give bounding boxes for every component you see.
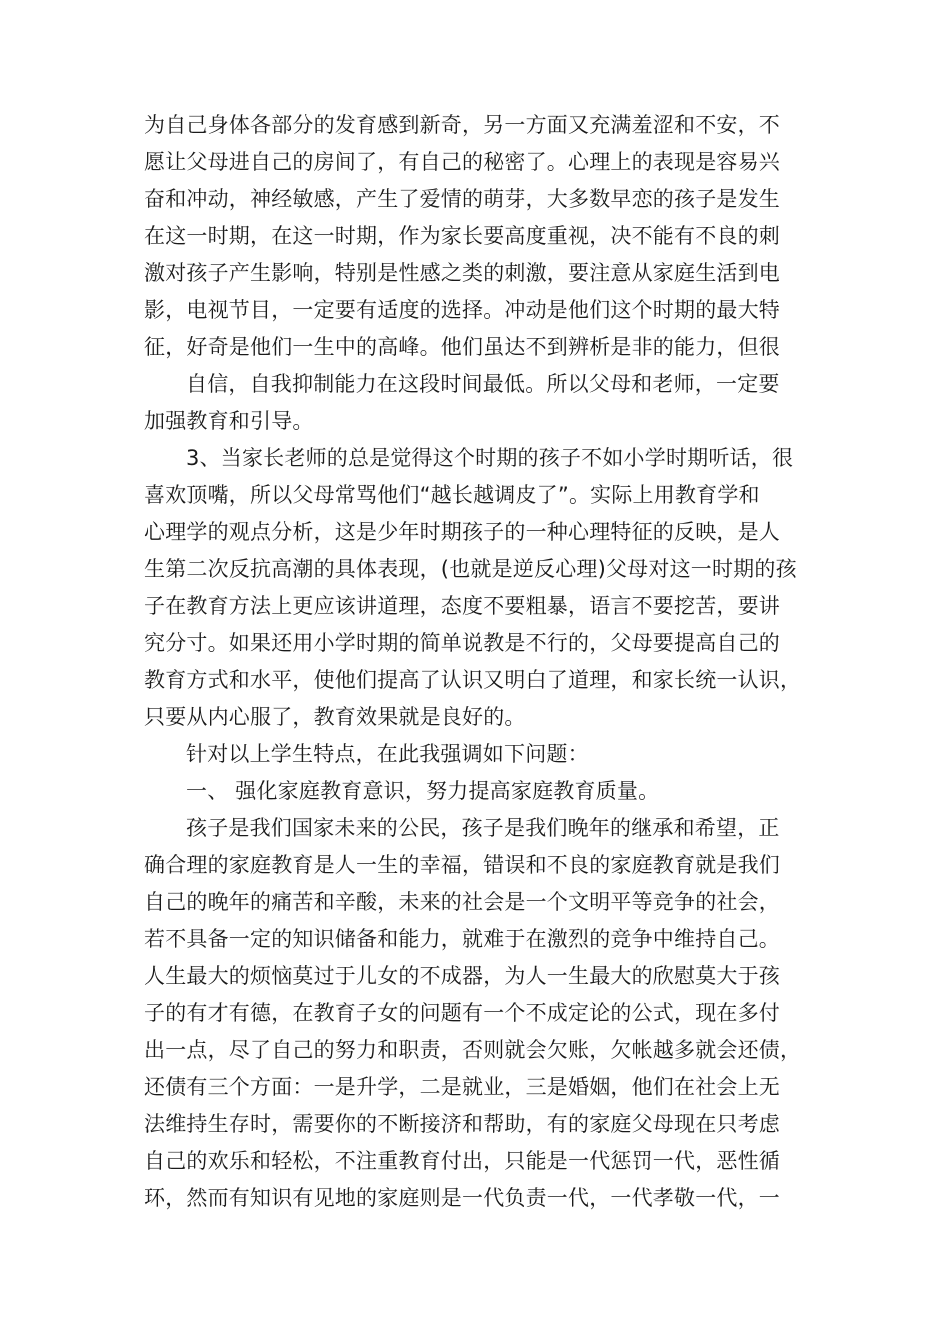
text-line: 只要从内心服了，教育效果就是良好的。	[144, 705, 526, 729]
text-line: 子在教育方法上更应该讲道理，态度不要粗暴，语言不要挖苦，要讲	[144, 594, 780, 618]
text-line: 子的有才有德，在教育子女的问题有一个不成定论的公式，现在多付	[144, 1001, 780, 1025]
text-line: 为自己身体各部分的发育感到新奇，另一方面又充满羞涩和不安，不	[144, 113, 780, 137]
text-line: 生第二次反抗高潮的具体表现，(也就是逆反心理)父母对这一时期的孩	[144, 557, 797, 581]
text-line: 加强教育和引导。	[144, 409, 314, 433]
text-line: 征，好奇是他们一生中的高峰。他们虽达不到辨析是非的能力，但很	[144, 335, 780, 359]
text-line: 愿让父母进自己的房间了，有自己的秘密了。心理上的表现是容易兴	[144, 150, 780, 174]
text-line: 出一点，尽了自己的努力和职责，否则就会欠账，欠帐越多就会还债，	[144, 1038, 802, 1062]
text-line: 究分寸。如果还用小学时期的简单说教是不行的，父母要提高自己的	[144, 631, 780, 655]
text-line: 激对孩子产生影响，特别是性感之类的刺激，要注意从家庭生活到电	[144, 261, 780, 285]
text-line: 自己的晚年的痛苦和辛酸，未来的社会是一个文明平等竞争的社会，	[144, 890, 780, 914]
text-line: 教育方式和水平，使他们提高了认识又明白了道理，和家长统一认识，	[144, 668, 802, 692]
text-line: 影，电视节目，一定要有适度的选择。冲动是他们这个时期的最大特	[144, 298, 780, 322]
text-line: 法维持生存时，需要你的不断接济和帮助，有的家庭父母现在只考虑	[144, 1112, 780, 1136]
text-line: 奋和冲动，神经敏感，产生了爱情的萌芽，大多数早恋的孩子是发生	[144, 187, 780, 211]
text-line: 自己的欢乐和轻松，不注重教育付出，只能是一代惩罚一代，恶性循	[144, 1149, 780, 1173]
text-line: 3、当家长老师的总是觉得这个时期的孩子不如小学时期听话，很	[186, 446, 794, 470]
text-line: 自信，自我抑制能力在这段时间最低。所以父母和老师，一定要	[186, 372, 780, 396]
document-body	[144, 107, 830, 1217]
text-line: 在这一时期，在这一时期，作为家长要高度重视，决不能有不良的刺	[144, 224, 780, 248]
text-line: 若不具备一定的知识储备和能力，就难于在激烈的竞争中维持自己。	[144, 927, 780, 951]
text-line: 环，然而有知识有见地的家庭则是一代负责一代，一代孝敬一代，一	[144, 1186, 780, 1210]
text-line: 针对以上学生特点，在此我强调如下问题：	[186, 742, 589, 766]
text-line: 喜欢顶嘴，所以父母常骂他们“越长越调皮了”。实际上用教育学和	[144, 483, 760, 507]
text-line: 确合理的家庭教育是人一生的幸福，错误和不良的家庭教育就是我们	[144, 853, 780, 877]
text-line: 心理学的观点分析，这是少年时期孩子的一种心理特征的反映，是人	[144, 520, 780, 544]
text-line: 还债有三个方面：一是升学，二是就业，三是婚姻，他们在社会上无	[144, 1075, 780, 1099]
text-line: 孩子是我们国家未来的公民，孩子是我们晚年的继承和希望，正	[186, 816, 780, 840]
text-line: 一、 强化家庭教育意识，努力提高家庭教育质量。	[186, 779, 660, 803]
text-line: 人生最大的烦恼莫过于儿女的不成器，为人一生最大的欣慰莫大于孩	[144, 964, 780, 988]
